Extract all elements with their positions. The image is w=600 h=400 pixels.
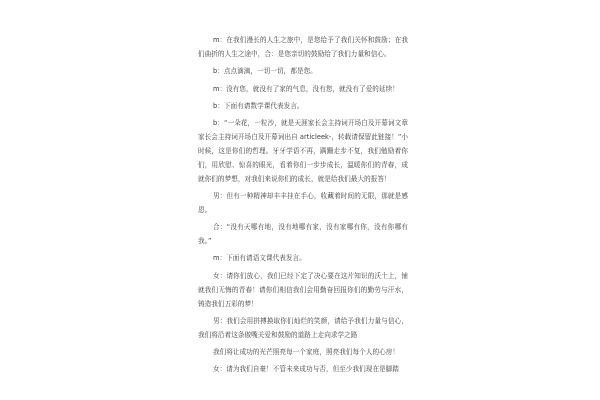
- paragraph: m：没有您，就没有了家的气息，没有您，就没有了爱的延续！: [213, 84, 399, 93]
- paragraph: b：点点滴滴，一切一切，都是您。: [213, 67, 317, 76]
- paragraph: m：在我们漫长的人生之旅中，是您给予了我们关怀和鼓励；在我们曲折的人生之途中，合：是您亲切的鼓励给了我们力量和信心。: [198, 36, 408, 58]
- paragraph: 我们将让成功的光芒照亮每一个家庭，照亮我们每个人的心房！: [213, 348, 400, 357]
- paragraph: b：“一朵花，一粒沙，就是天涯家长会主持词开场白及开幕词文章家长会主持词开场白及开幕词出自 articleek-，转载请保留此链接！”小时候，这是你们的哲理。牙牙学语不再，蹒跚走步不复，我们勉励着你们，用欣慰、惊喜的眼光，看着你们一步步成长，温暖你们的青春，成就你们的梦想，对我们来说你们的成长，就是给我们最大的报答！: [198, 119, 408, 183]
- paragraph: 男：但有一种精神却丰丰挂在手心，收藏着时间的无限，那就是感恩。: [198, 192, 408, 214]
- paragraph: b：下面有请数学课代表发言。: [213, 101, 304, 110]
- paragraph: 男：我们会用拼搏换取你们灿烂的笑颜，请给予我们力量与信心，我们将沿着这条傲嘴关爱和鼓励的道路上走向求学之路: [198, 316, 408, 339]
- paragraph: m：下面有请语文课代表发言。: [213, 254, 306, 263]
- paragraph: 合：“没有天哪有地，没有地哪有家，没有家哪有你，没有你哪有我。”: [198, 223, 408, 246]
- paragraph: 女：请为我们自豪！不管未来成功与否，但至少我们现在是脚踏: [213, 365, 400, 374]
- paragraph: 女：请你们放心，我们已经下定了决心要在这片知识的沃土上，铺就我们无悔的青春！请你们相信我们会用勤奋回报你们的勤劳与汗水，铸造我们五彩的梦！: [198, 271, 408, 308]
- document-page: [198, 34, 408, 381]
